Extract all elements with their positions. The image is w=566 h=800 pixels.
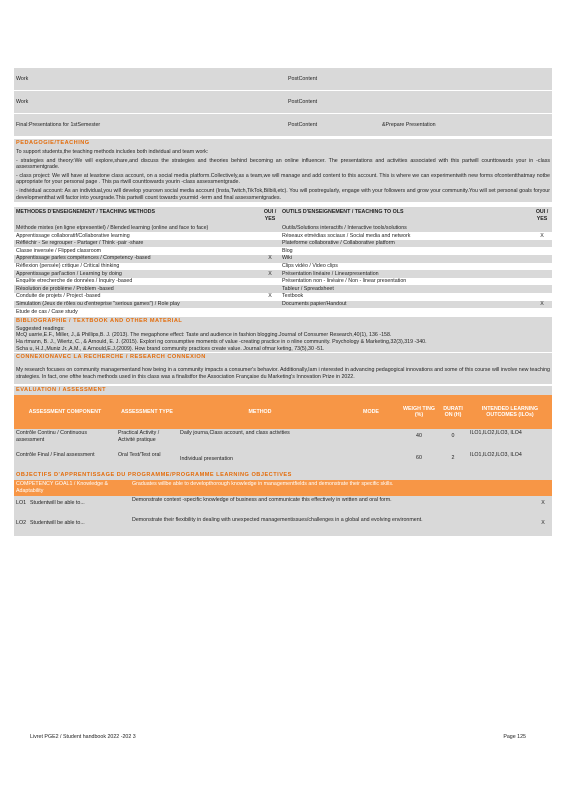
tools-yes-mark — [532, 293, 552, 301]
schedule-content: PostContent — [288, 99, 318, 105]
methods-item: Méthode mixtes (en ligne etpresentiel) / Blended learning (online and face to face) — [14, 224, 260, 232]
pedagogy-line: To support students,the teaching methods includes both individual and team work: — [16, 148, 209, 155]
competency-description: Graduates willbe able to developthorough knowledge in managementfields and demonstrate their specific skills. — [130, 480, 552, 495]
objectives-table — [14, 480, 552, 535]
assessment-mode — [342, 451, 400, 471]
page-footer — [30, 734, 526, 741]
methods-item: Etude de cas / Case study — [16, 308, 78, 315]
assessment-mode — [342, 429, 400, 451]
tools-yes-mark: X — [532, 301, 552, 309]
lo-description: Demonstrate their flexibility in dealing with unexpected managementissues/challenges in a global and evolving environment. — [130, 516, 534, 536]
research-section — [14, 353, 552, 384]
methods-row — [14, 232, 552, 240]
tools-item: Textbook — [282, 293, 304, 300]
tools-item: Outils/Solutions interactifs / Interactive tools/solutions — [280, 224, 532, 232]
methods-item: Apprentissage parl'action / Learning by doing — [14, 270, 260, 278]
tools-item: Tableur / Spreadsheet — [280, 285, 532, 293]
assessment-method: Individual presentation — [178, 451, 342, 471]
tools-yes-mark — [532, 240, 552, 248]
learning-objective-row — [14, 516, 552, 536]
assessment-col-header: INTENDED LEARNING OUTCOMES (ILOs) — [468, 395, 552, 429]
research-text: My research focuses on community managementand how being in a community impacts a consumer's behavior. Additionally,Iam i nterested in advancing pedagogical innovations and some of this course will involve new teaching strategies. In fact, one ofthe teach methods used in this class was a finalistfor the Association Française du Marketing's Innovation Prize in 2022. — [16, 367, 550, 380]
competency-row — [14, 480, 552, 495]
tools-item: Présentation linéaire / Linearpresentation — [280, 270, 532, 278]
assessment-col-header: WEIGH TING (%) — [400, 395, 438, 429]
methods-yes-header: OUI / YES — [260, 207, 280, 224]
methods-yes-mark: X — [260, 255, 280, 263]
assessment-col-header: ASSESSMENT TYPE — [116, 395, 178, 429]
bibliography-intro: Suggested readings: — [16, 325, 65, 332]
assessment-col-header: ASSESSMENT COMPONENT — [14, 395, 116, 429]
tools-yes-mark: X — [540, 232, 544, 239]
tools-yes-mark — [532, 285, 552, 293]
schedule-content: PostContent — [288, 122, 318, 128]
schedule-rows — [14, 68, 552, 137]
tools-yes-mark — [532, 247, 552, 255]
assessment-type: Practical Activity / Activité pratique — [116, 429, 178, 451]
assessment-ilo: ILO1,ILO2,ILO3, ILO4 — [468, 429, 552, 451]
assessment-table — [14, 395, 552, 471]
assessment-col-header: DURATI ON (H) — [438, 395, 468, 429]
footer-handbook: Livret PGE2 / Student handbook 2022 -202 3 — [30, 734, 136, 740]
assessment-row — [14, 451, 552, 471]
methods-header-row — [14, 207, 552, 224]
schedule-row — [14, 91, 552, 114]
methods-row — [14, 240, 552, 248]
tools-yes-mark — [532, 278, 552, 286]
tools-item: Réseaux etmédias sociaux / Social media and network — [282, 232, 411, 239]
methods-yes-mark — [260, 240, 280, 248]
objectives-section — [14, 471, 552, 535]
tools-yes-header: OUI / YES — [532, 207, 552, 224]
assessment-type: Oral Test/Test oral — [116, 451, 178, 471]
tools-item: Présentation non - linéaire / Non - linear presentation — [282, 278, 407, 285]
methods-item: Apprentissage collaboratif/Collaborative learning — [16, 232, 130, 239]
bibliography-entry: Ha rtmann, B. J., Wiertz, C., & Arnould, E. J. (2015). Explori ng consumptive moments of value -creating practice in o nline community. Psychology & Marketing,32(3),319 -340. — [16, 338, 427, 345]
tools-yes-mark — [532, 224, 552, 232]
methods-row — [14, 263, 552, 271]
tools-item — [280, 308, 532, 316]
schedule-content: PostContent — [288, 76, 318, 82]
assessment-duration: 0 — [438, 429, 468, 451]
assessment-weight: 40 — [400, 429, 438, 451]
tools-item: Clips vidéo / Video clips — [282, 263, 338, 270]
methods-yes-mark — [260, 224, 280, 232]
lo-text: Studentwill be able to... — [28, 496, 130, 516]
tools-item: Wiki — [280, 255, 532, 263]
methods-item: Classe inversée / Flipped classroom — [16, 247, 102, 254]
pedagogy-line: - class project: We will have at leastone class account, on a social media platform.Collectively,as a team,we will manage and add content to this account. This is where we can experimentwith new forms ofcontentthatmay notbe appropriate for your personal page . This pa rtwill counttowards yourin -class assessmentgrade. — [16, 172, 550, 186]
schedule-row — [14, 114, 552, 137]
methods-item: Résolution de problème / Problem -based — [14, 285, 260, 293]
methods-yes-mark — [260, 247, 280, 255]
methods-row — [14, 247, 552, 255]
pedagogy-line: - individual account: As an individual,you will develop yourown social media account (Insta,Twitch,TikTok,Bilbili,etc). You will postregularly, engage with your followers and grow your community.You will set personal goals foryour developmentthat will factor into yourgrade.This partwill count towards yourmid -term and final assessmentgrades. — [16, 188, 550, 201]
schedule-work: Work — [16, 99, 29, 105]
methods-item: Réfléchir - Se regrouper - Partager / Think -pair -share — [14, 240, 260, 248]
assessment-duration: 2 — [438, 451, 468, 471]
methods-item: Simulation (Jeux de rôles ou d'entreprise "serious games") / Role play — [14, 301, 260, 309]
methods-item: Apprentissage parles compétences / Competency -based — [14, 255, 260, 263]
schedule-work: Work — [16, 76, 29, 82]
methods-header: METHODES D'ENSEIGNEMENT / TEACHING METHODS — [14, 207, 260, 224]
objectives-heading: OBJECTIFS D'APPRENTISSAGE DU PROGRAMME/PROGRAMME LEARNING OBJECTIVES — [14, 471, 552, 480]
tools-item: Documents papier/Handout — [280, 301, 532, 309]
research-heading: CONNEXIONAVEC LA RECHERCHE / RESEARCH CONNEXION — [16, 354, 206, 361]
lo-mark: X — [534, 496, 552, 516]
lo-code: LO1 — [14, 496, 28, 516]
pedagogy-section — [14, 139, 552, 202]
methods-yes-mark: X — [268, 293, 272, 300]
assessment-weight: 60 — [400, 451, 438, 471]
methods-row — [14, 224, 552, 232]
bibliography-entry: Scha u, H.J.,Muniz Jr.,A.M., & Arnould,E.J.(2009). How brand community practices create value. Journal ofmar keting, 73(5),30 -51. — [16, 345, 325, 352]
assessment-row — [14, 429, 552, 451]
document-page — [14, 68, 552, 536]
schedule-extra — [380, 68, 552, 90]
methods-row — [14, 285, 552, 293]
methods-yes-mark — [260, 301, 280, 309]
tools-item: Plateforme collaborative / Collaborative platform — [280, 240, 532, 248]
methods-yes-mark — [260, 285, 280, 293]
methods-yes-mark — [260, 263, 280, 271]
bibliography-section — [14, 317, 552, 352]
methods-item: Réflexion (pensée) critique / Critical thinking — [16, 263, 120, 270]
tools-yes-mark — [532, 255, 552, 263]
methods-yes-mark — [260, 278, 280, 286]
schedule-extra — [380, 91, 552, 113]
methods-yes-mark: X — [260, 270, 280, 278]
assessment-component: Contrôle Continu / Continuous assessment — [14, 429, 116, 451]
schedule-work: Final:Presentations for 1stSemester — [16, 122, 101, 128]
lo-code: LO2 — [14, 516, 28, 536]
bibliography-entry: McQ uarrie,E.F., Miller, J.,& Phillips,B. J. (2013). The megaphone effect: Taste and audience in fashion blogging.Journal of Consumer Research,40(1), 136 -158. — [16, 332, 392, 339]
methods-row — [14, 301, 552, 309]
tools-yes-mark — [532, 308, 552, 316]
schedule-row — [14, 68, 552, 91]
tools-yes-mark — [532, 270, 552, 278]
assessment-header-row — [14, 395, 552, 429]
tools-item: Blog — [282, 247, 293, 254]
schedule-extra: &Prepare Presentation — [382, 122, 436, 128]
bibliography-heading: BIBLIOGRAPHIE / TEXTBOOK AND OTHER MATERIAL — [16, 317, 183, 324]
methods-row — [14, 255, 552, 263]
methods-row — [14, 270, 552, 278]
lo-mark: X — [534, 516, 552, 536]
competency-goal: COMPETENCY GOAL1 / Knowledge & Adaptability — [14, 480, 130, 495]
methods-yes-mark — [260, 232, 280, 240]
methods-item: Conduite de projets / Project -based — [16, 293, 101, 300]
pedagogy-heading: PEDAGOGIE/TEACHING — [16, 140, 90, 146]
evaluation-section — [14, 386, 552, 471]
methods-table — [14, 207, 552, 316]
learning-objective-row — [14, 496, 552, 516]
methods-yes-mark — [260, 308, 280, 316]
methods-row — [14, 278, 552, 286]
evaluation-heading: EVALUATION / ASSESSMENT — [14, 386, 552, 395]
methods-row — [14, 308, 552, 316]
assessment-col-header: MODE — [342, 395, 400, 429]
assessment-ilo: ILO1,ILO2,ILO3, ILO4 — [468, 451, 552, 471]
assessment-col-header: METHOD — [178, 395, 342, 429]
assessment-component: Contrôle Final / Final assessment — [14, 451, 116, 471]
page-number: Page 125 — [503, 734, 526, 740]
assessment-method: Daily journa,Class account, and class activities — [178, 429, 342, 451]
lo-description: Demonstrate context -specific knowledge of business and communicate this effectively in written and oral form. — [130, 496, 534, 516]
tools-yes-mark — [532, 263, 552, 271]
methods-item: Enquête etrecherche de données / Inquiry -based — [16, 278, 133, 285]
lo-text: Studentwill be able to... — [28, 516, 130, 536]
tools-header: OUTILS D'ENSEIGNEMENT / TEACHING TO OLS — [280, 207, 532, 224]
pedagogy-line: - strategies and theory:We will explore,share,and discuss the strategies and theories behind becoming an online influencer. The presentations and activities associated with this partwill counttowards your in -class assessmentgrade. — [16, 157, 550, 171]
methods-row — [14, 293, 552, 301]
